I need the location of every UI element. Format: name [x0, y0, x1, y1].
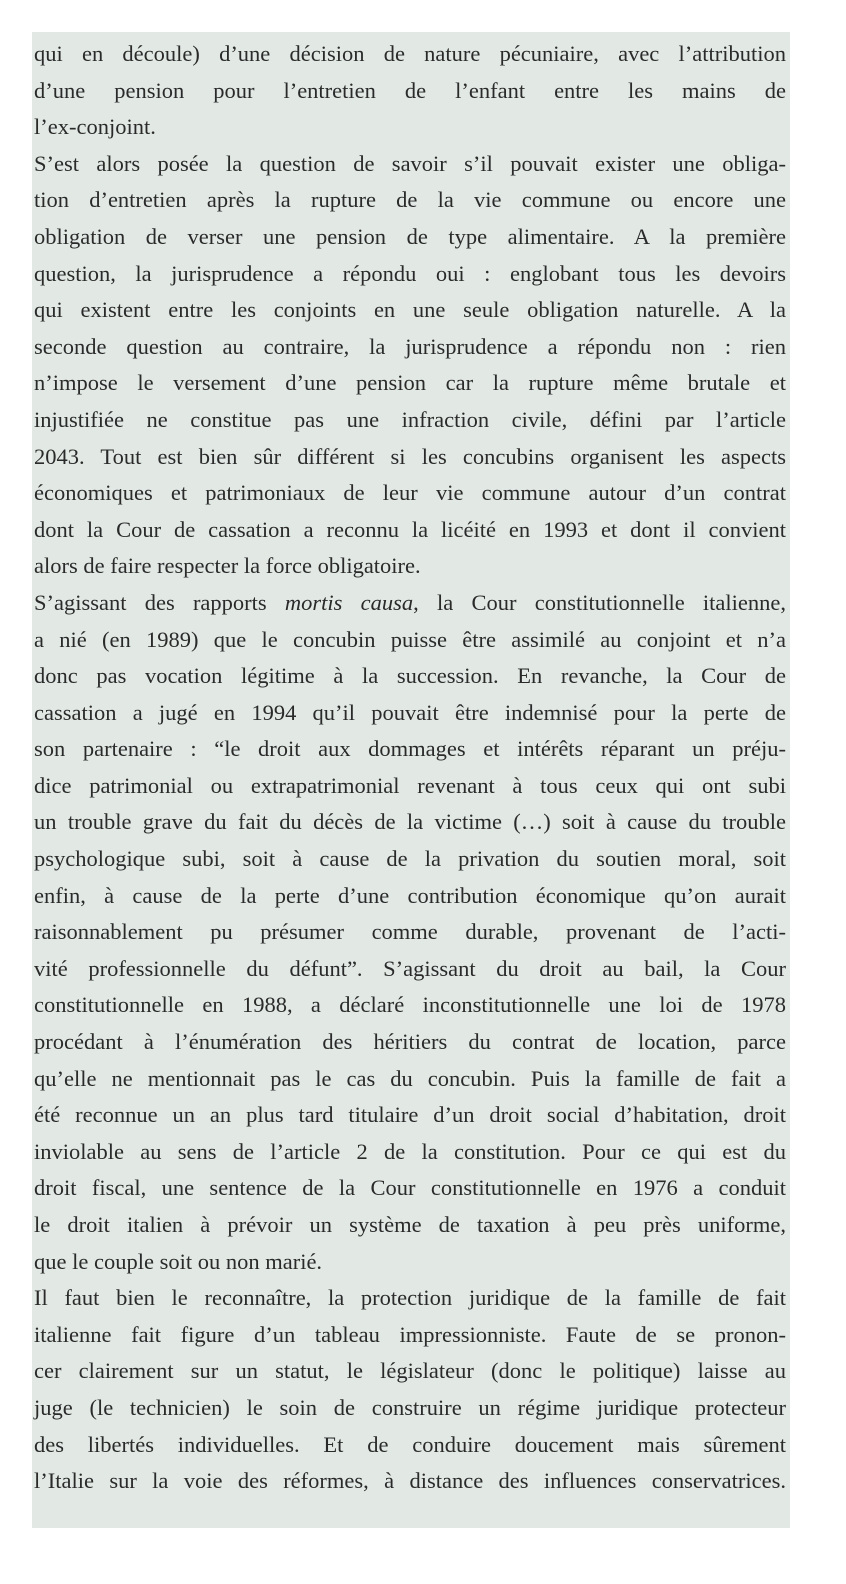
text-segment: , la Cour constitutionnelle italienne, [413, 589, 786, 615]
body-text [34, 36, 786, 1500]
text-line: des libertés individuelles. Et de conduire doucement mais sûrement [34, 1431, 786, 1457]
italic-term: mortis causa [284, 589, 414, 615]
text-line: un trouble grave du fait du décès de la victime (…) soit à cause du trouble [34, 809, 786, 835]
text-line [34, 585, 786, 622]
text-line: son partenaire : “le droit aux dommages et intérêts réparant un préju- [34, 736, 786, 762]
text-line: dice patrimonial ou extrapatrimonial revenant à tous ceux qui ont subi [34, 772, 786, 798]
text-line: d’une pension pour l’entretien de l’enfant entre les mains de [34, 77, 786, 103]
text-line: qui existent entre les conjoints en une seule obligation naturelle. A la [34, 297, 786, 323]
text-line: l’ex-conjoint. [34, 114, 156, 140]
text-line: a nié (en 1989) que le concubin puisse être assimilé au conjoint et n’a [34, 626, 786, 652]
text-line: Il faut bien le reconnaître, la protection juridique de la famille de fait [34, 1285, 786, 1311]
text-line: que le couple soit ou non marié. [34, 1248, 323, 1274]
text-line: juge (le technicien) le soin de construire un régime juridique protecteur [34, 1394, 786, 1420]
text-line: S’est alors posée la question de savoir s’il pouvait exister une obliga- [34, 150, 786, 176]
text-line: cer clairement sur un statut, le législateur (donc le politique) laisse au [34, 1358, 786, 1384]
text-line: enfin, à cause de la perte d’une contribution économique qu’on aurait [34, 882, 786, 908]
text-line: l’Italie sur la voie des réformes, à distance des influences conservatrices. [34, 1468, 786, 1494]
text-line: inviolable au sens de l’article 2 de la constitution. Pour ce qui est du [34, 1138, 786, 1164]
text-line: obligation de verser une pension de type alimentaire. A la première [34, 223, 786, 249]
text-line: qu’elle ne mentionnait pas le cas du concubin. Puis la famille de fait a [34, 1065, 786, 1091]
text-line: italienne fait figure d’un tableau impressionniste. Faute de se pronon- [34, 1321, 786, 1347]
text-line: constitutionnelle en 1988, a déclaré inconstitutionnelle une loi de 1978 [34, 992, 786, 1018]
text-line: alors de faire respecter la force obligatoire. [34, 553, 421, 579]
text-line: été reconnue un an plus tard titulaire d’un droit social d’habitation, droit [34, 1102, 786, 1128]
text-line: 2043. Tout est bien sûr différent si les concubins organisent les aspects [34, 443, 786, 469]
text-line: injustifiée ne constitue pas une infraction civile, défini par l’article [34, 406, 786, 432]
text-line: cassation a jugé en 1994 qu’il pouvait être indemnisé pour la perte de [34, 699, 786, 725]
text-segment: S’agissant des rapports [34, 589, 285, 615]
text-line: donc pas vocation légitime à la succession. En revanche, la Cour de [34, 663, 786, 689]
text-line: qui en découle) d’une décision de nature pécuniaire, avec l’attribution [34, 41, 786, 66]
text-line: tion d’entretien après la rupture de la vie commune ou encore une [34, 187, 786, 213]
text-line: psychologique subi, soit à cause de la privation du soutien moral, soit [34, 846, 786, 872]
text-line: droit fiscal, une sentence de la Cour constitutionnelle en 1976 a conduit [34, 1175, 786, 1201]
text-line: question, la jurisprudence a répondu oui : englobant tous les devoirs [34, 260, 786, 286]
text-line: raisonnablement pu présumer comme durable, provenant de l’acti- [34, 919, 786, 945]
text-line: vité professionnelle du défunt”. S’agissant du droit au bail, la Cour [34, 955, 786, 981]
text-line: le droit italien à prévoir un système de taxation à peu près uniforme, [34, 1212, 786, 1237]
text-line: n’impose le versement d’une pension car la rupture même brutale et [34, 370, 786, 396]
text-line: économiques et patrimoniaux de leur vie commune autour d’un contrat [34, 480, 786, 506]
text-line: seconde question au contraire, la jurisprudence a répondu non : rien [34, 333, 786, 359]
text-line: procédant à l’énumération des héritiers du contrat de location, parce [34, 1029, 786, 1055]
text-line: dont la Cour de cassation a reconnu la licéité en 1993 et dont il convient [34, 516, 786, 542]
